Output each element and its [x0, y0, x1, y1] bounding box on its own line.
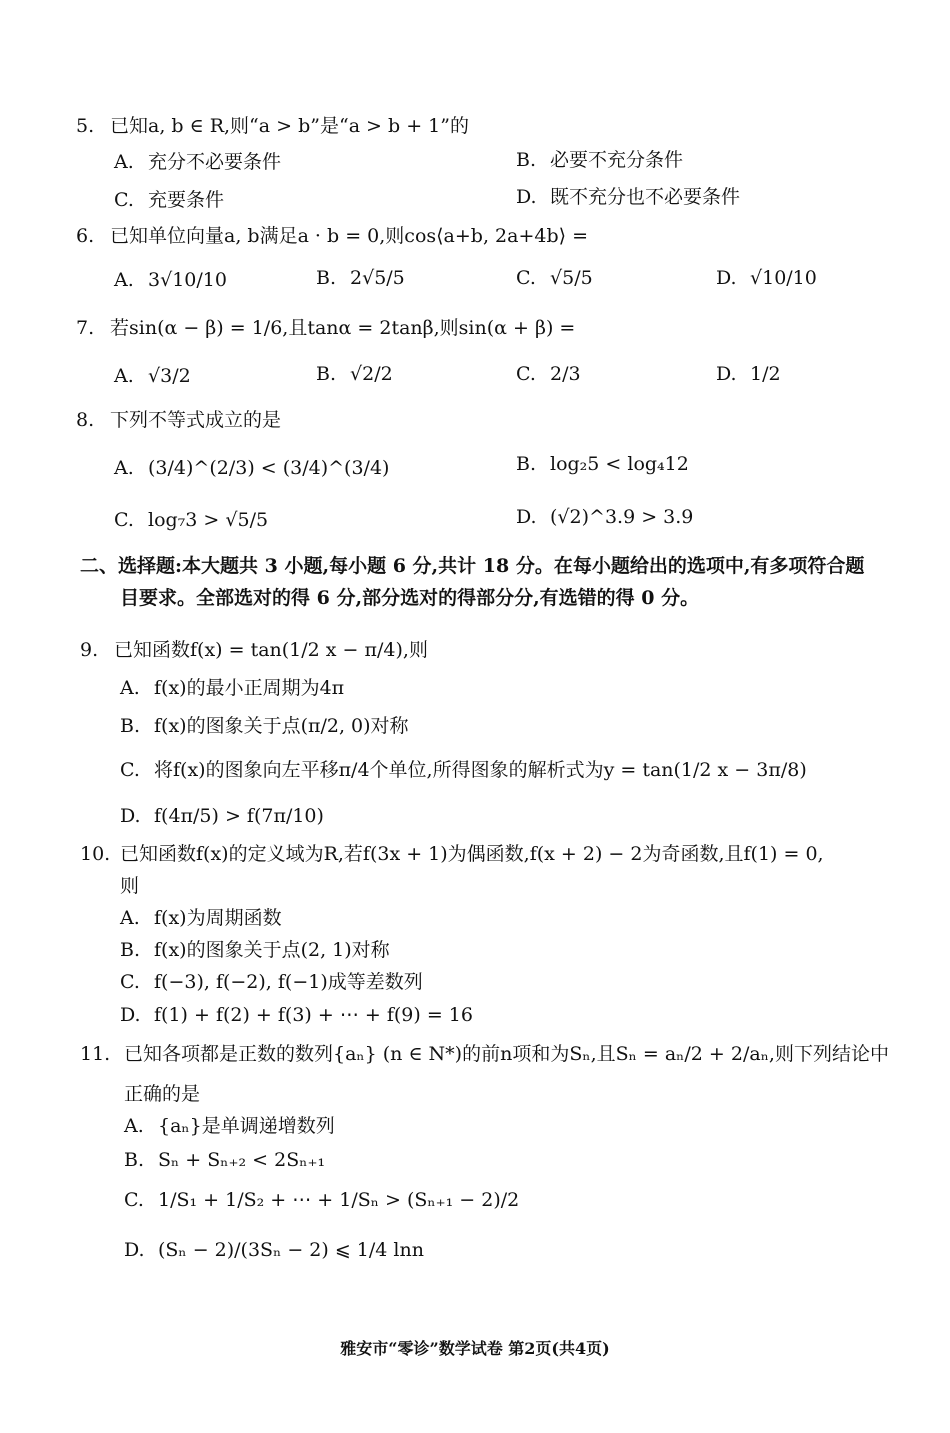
question-8 — [76, 406, 281, 434]
option-b: B. f(x)的图象关于点(2, 1)对称 — [120, 939, 390, 961]
question-number: 5. — [76, 115, 95, 137]
option-a: A. f(x)为周期函数 — [120, 907, 282, 929]
option-c: C. 1/S₁ + 1/S₂ + ⋯ + 1/Sₙ > (Sₙ₊₁ − 2)/2 — [124, 1189, 520, 1211]
option-a: A. {aₙ}是单调递增数列 — [124, 1115, 335, 1137]
option-c: C. f(−3), f(−2), f(−1)成等差数列 — [120, 971, 423, 993]
option-d: D. (Sₙ − 2)/(3Sₙ − 2) ⩽ 1/4 lnn — [124, 1239, 424, 1261]
question-number: 11. — [80, 1043, 111, 1065]
question-number: 8. — [76, 409, 95, 431]
option-d: D. f(4π/5) > f(7π/10) — [120, 805, 324, 827]
question-stem: 已知各项都是正数的数列{aₙ} (n ∈ N*)的前n项和为Sₙ,且Sₙ = aₙ/2 + 2/aₙ,则下列结论中 — [124, 1043, 889, 1065]
question-10-continued: 则 — [120, 875, 140, 897]
option-d: D. f(1) + f(2) + f(3) + ⋯ + f(9) = 16 — [120, 1004, 473, 1026]
question-stem: 已知函数f(x) = tan(1/2 x − π/4),则 — [114, 639, 428, 661]
option-b: B. 2√5/5 — [316, 267, 405, 289]
page-footer: 雅安市“零诊”数学试卷 第2页(共4页) — [340, 1339, 610, 1358]
question-stem: 已知a, b ∈ R,则“a > b”是“a > b + 1”的 — [110, 115, 469, 137]
question-number: 9. — [80, 639, 99, 661]
option-d: D. (√2)^3.9 > 3.9 — [516, 506, 694, 528]
option-b: B. 必要不充分条件 — [516, 149, 684, 171]
option-c: C. log₇3 > √5/5 — [114, 509, 269, 531]
question-11 — [80, 1040, 889, 1068]
option-d: D. √10/10 — [716, 267, 817, 289]
option-c: C. 将f(x)的图象向左平移π/4个单位,所得图象的解析式为y = tan(1/2 x − 3π/8) — [120, 759, 807, 781]
section-2-instructions — [80, 550, 900, 614]
question-11-continued: 正确的是 — [124, 1083, 201, 1105]
question-5 — [76, 112, 469, 140]
option-d: D. 既不充分也不必要条件 — [516, 186, 741, 208]
option-a: A. 3√10/10 — [114, 269, 227, 291]
option-c: C. √5/5 — [516, 267, 593, 289]
question-stem: 已知函数f(x)的定义域为R,若f(3x + 1)为偶函数,f(x + 2) − 2为奇函数,且f(1) = 0, — [120, 843, 824, 865]
question-6 — [76, 222, 588, 250]
option-c: C. 充要条件 — [114, 189, 225, 211]
option-b: B. f(x)的图象关于点(π/2, 0)对称 — [120, 715, 409, 737]
question-stem: 若sin(α − β) = 1/6,且tanα = 2tanβ,则sin(α + β) = — [110, 317, 576, 339]
option-a: A. f(x)的最小正周期为4π — [120, 677, 345, 699]
question-number: 10. — [80, 843, 111, 865]
question-10 — [80, 840, 824, 868]
section-2-line-2: 目要求。全部选对的得 6 分,部分选对的得部分分,有选错的得 0 分。 — [120, 587, 700, 609]
question-stem: 已知单位向量a, b满足a · b = 0,则cos⟨a+b, 2a+4b⟩ = — [110, 225, 588, 247]
option-c: C. 2/3 — [516, 363, 581, 385]
option-a: A. √3/2 — [114, 365, 191, 387]
option-b: B. √2/2 — [316, 363, 393, 385]
question-7 — [76, 314, 575, 342]
option-a: A. (3/4)^(2/3) < (3/4)^(3/4) — [114, 457, 390, 479]
option-a: A. 充分不必要条件 — [114, 151, 282, 173]
option-b: B. Sₙ + Sₙ₊₂ < 2Sₙ₊₁ — [124, 1149, 326, 1171]
question-number: 6. — [76, 225, 95, 247]
question-stem: 下列不等式成立的是 — [110, 409, 282, 431]
section-2-line-1: 二、选择题:本大题共 3 小题,每小题 6 分,共计 18 分。在每小题给出的选项中,有多项符合题 — [80, 555, 865, 577]
option-d: D. 1/2 — [716, 363, 781, 385]
option-b: B. log₂5 < log₄12 — [516, 453, 689, 475]
question-9 — [80, 636, 428, 664]
question-number: 7. — [76, 317, 95, 339]
